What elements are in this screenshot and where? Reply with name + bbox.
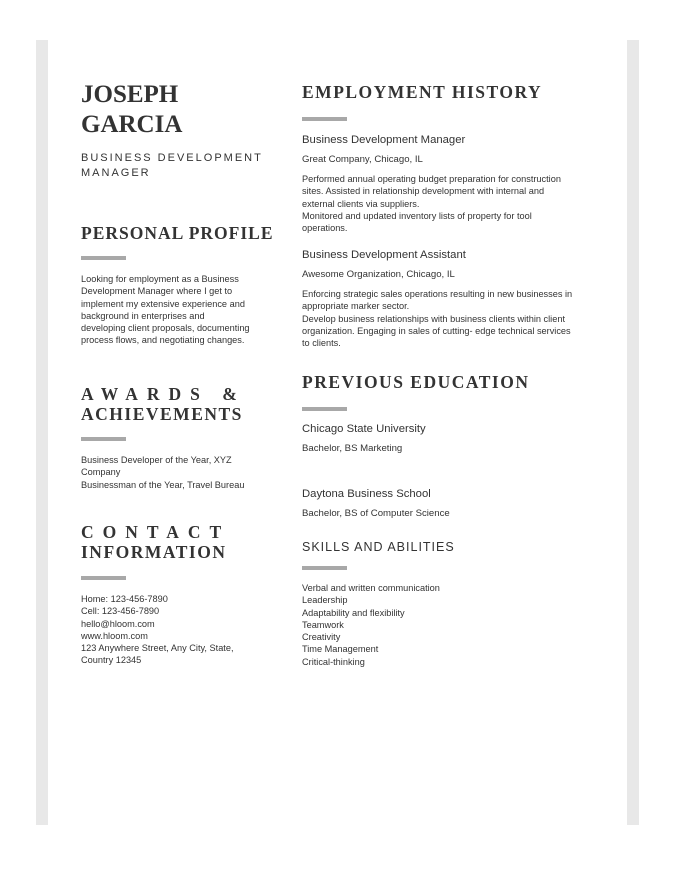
skill-item: Teamwork <box>302 619 344 630</box>
name-last: GARCIA <box>81 111 183 138</box>
employment-divider <box>302 117 347 121</box>
award-item: Business Developer of the Year, XYZ <box>81 455 232 465</box>
job-title-line: BUSINESS DEVELOPMENT <box>81 152 263 164</box>
contact-heading <box>81 522 230 562</box>
profile-divider <box>81 256 126 260</box>
skills-heading: SKILLS AND ABILITIES <box>302 540 455 554</box>
job-description-line: Monitored and updated inventory lists of property for tool <box>302 210 532 221</box>
skill-item: Critical-thinking <box>302 656 365 667</box>
job-description-line: operations. <box>302 223 348 234</box>
profile-line: implement my extensive experience and <box>81 298 245 309</box>
contact-heading-line: INFORMATION <box>81 542 227 562</box>
education-divider <box>302 407 347 411</box>
awards-divider <box>81 437 126 441</box>
job-description-line: to clients. <box>302 338 341 349</box>
left-margin-bar <box>36 40 48 825</box>
contact-divider <box>81 576 126 580</box>
job-description <box>302 288 602 349</box>
skill-item: Creativity <box>302 632 341 643</box>
contact-website: www.hloom.com <box>81 630 148 641</box>
job-description-line: sites. Assisted in relationship development with internal and <box>302 186 545 197</box>
job-title-line: MANAGER <box>81 167 151 179</box>
profile-line: Looking for employment as a Business <box>81 274 239 284</box>
job-description-line: organization. Engaging in sales of cutting- edge technical services <box>302 325 571 336</box>
awards-list <box>81 454 281 491</box>
job-description-line: external clients via suppliers. <box>302 198 420 209</box>
skills-list <box>302 582 602 668</box>
profile-line: Development Manager where I get to <box>81 286 233 297</box>
job-title: Business Development Manager <box>302 134 466 146</box>
contact-cell-phone: Cell: 123-456-7890 <box>81 606 160 617</box>
name-first: JOSEPH <box>81 81 179 108</box>
awards-heading-line: ACHIEVEMENTS <box>81 404 243 424</box>
profile-line: background in enterprises and <box>81 310 205 321</box>
profile-heading: PERSONAL PROFILE <box>81 223 274 243</box>
right-margin-bar <box>627 40 639 825</box>
skill-item: Leadership <box>302 595 348 606</box>
education-heading: PREVIOUS EDUCATION <box>302 372 530 392</box>
profile-line: process flows, and negotiating changes. <box>81 335 245 346</box>
school-degree: Bachelor, BS Marketing <box>302 443 403 454</box>
award-item: Company <box>81 467 121 478</box>
candidate-job-title <box>81 151 271 181</box>
job-title: Business Development Assistant <box>302 249 466 261</box>
contact-details <box>81 593 281 667</box>
job-description-line: appropriate marker sector. <box>302 301 410 312</box>
employment-heading: EMPLOYMENT HISTORY <box>302 82 543 102</box>
school-name: Chicago State University <box>302 423 426 435</box>
school-degree: Bachelor, BS of Computer Science <box>302 508 450 519</box>
school-name: Daytona Business School <box>302 488 431 500</box>
contact-address: Country 12345 <box>81 655 142 666</box>
profile-text <box>81 273 281 347</box>
profile-line: developing client proposals, documenting <box>81 323 250 334</box>
candidate-name <box>81 80 271 140</box>
job-company: Awesome Organization, Chicago, IL <box>302 269 455 280</box>
contact-home-phone: Home: 123-456-7890 <box>81 594 168 604</box>
contact-heading-line: CONTACT <box>81 522 231 542</box>
award-item: Businessman of the Year, Travel Bureau <box>81 479 245 490</box>
awards-heading <box>81 384 246 424</box>
job-description-line: Develop business relationships with business clients within client <box>302 313 565 324</box>
job-description <box>302 173 602 234</box>
skills-divider <box>302 566 347 570</box>
contact-address: 123 Anywhere Street, Any City, State, <box>81 643 234 654</box>
skill-item: Adaptability and flexibility <box>302 607 405 618</box>
skill-item: Time Management <box>302 644 379 655</box>
skill-item: Verbal and written communication <box>302 583 440 593</box>
awards-heading-line: AWARDS & <box>81 384 246 404</box>
contact-email: hello@hloom.com <box>81 618 155 629</box>
job-description-line: Performed annual operating budget preparation for construction <box>302 174 561 184</box>
job-company: Great Company, Chicago, IL <box>302 154 423 165</box>
job-description-line: Enforcing strategic sales operations resulting in new businesses in <box>302 289 573 299</box>
